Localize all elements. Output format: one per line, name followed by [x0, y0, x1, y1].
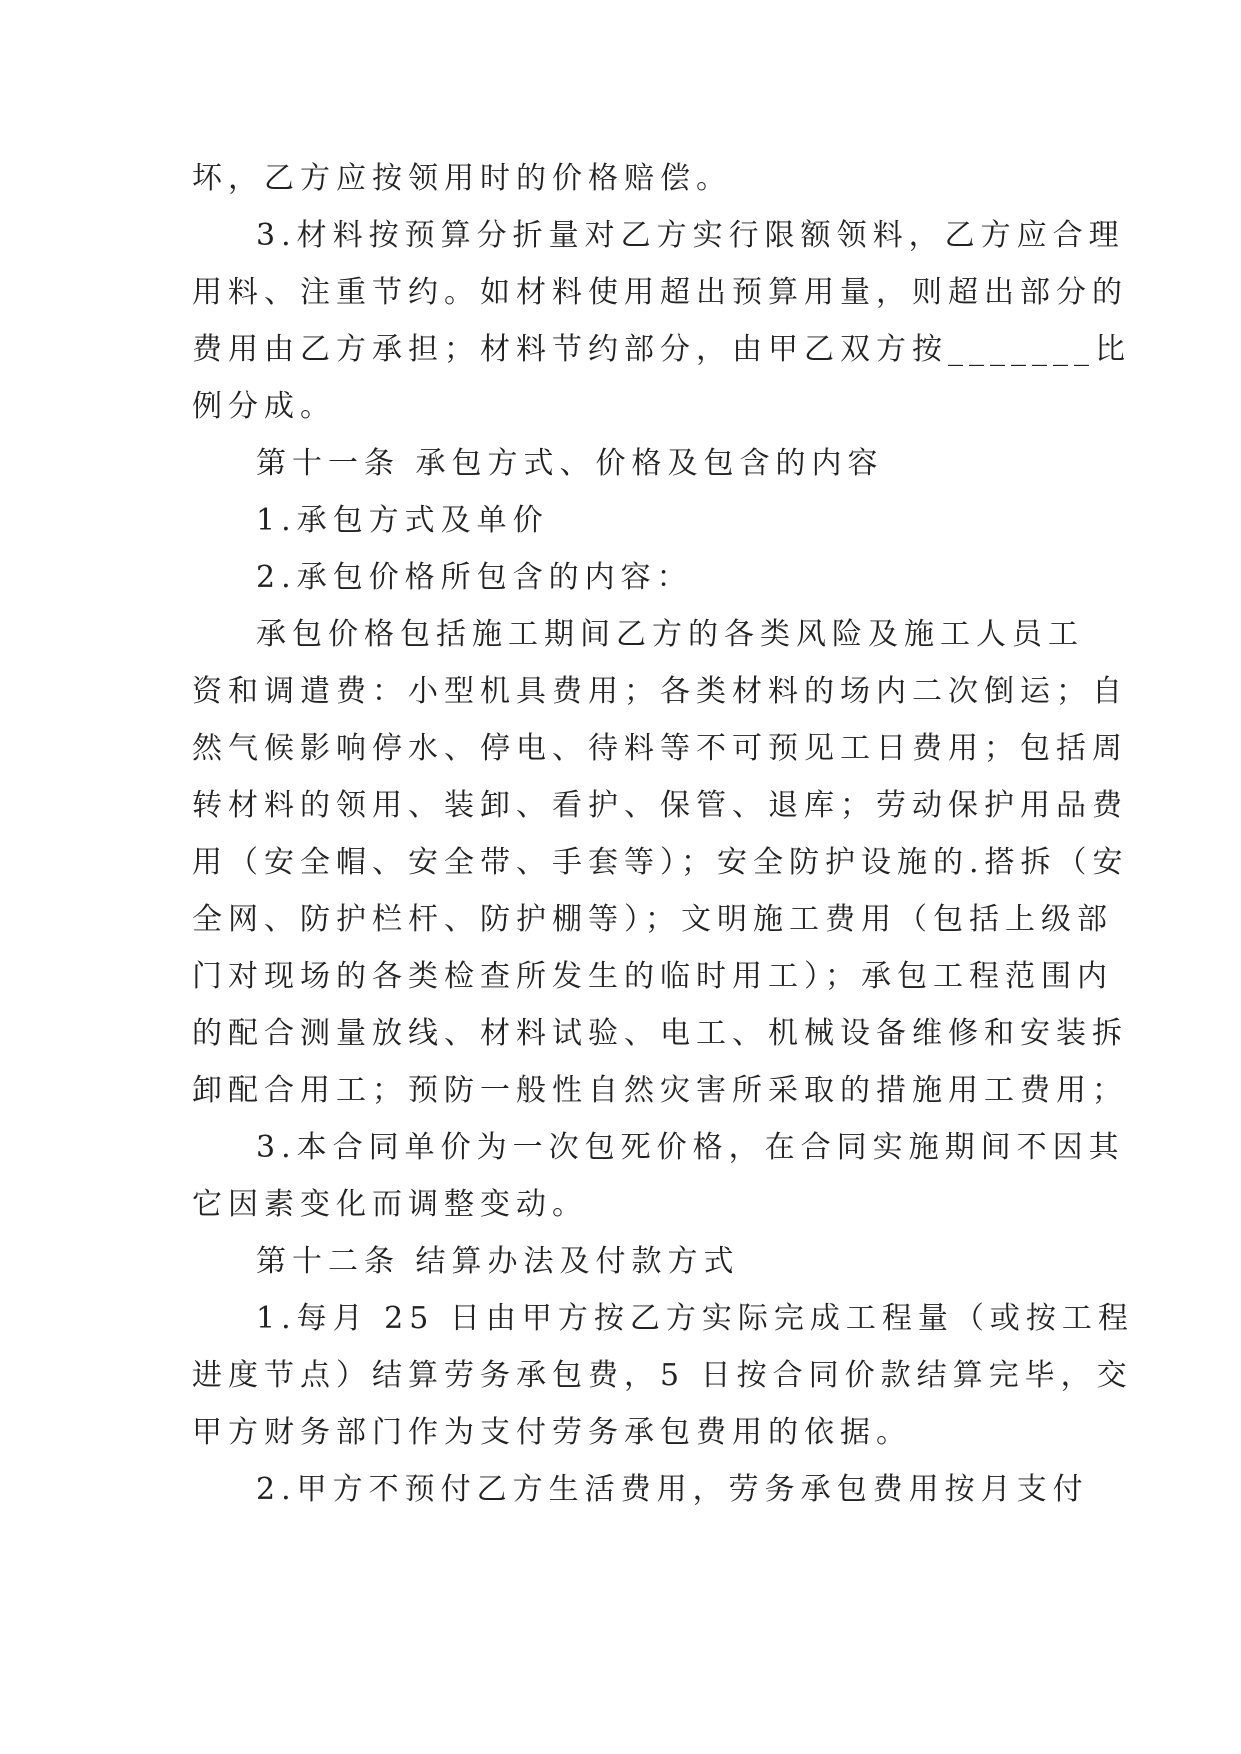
text-line: 全网、防护栏杆、防护棚等）；文明施工费用（包括上级部: [192, 902, 1113, 937]
text-line: 费用由乙方承担；材料节约部分，由甲乙双方按_______比: [192, 332, 1131, 367]
text-line: 1.承包方式及单价: [256, 503, 549, 538]
text-line: 资和调遣费：小型机具费用；各类材料的场内二次倒运；自: [192, 674, 1128, 709]
document-body: [192, 150, 1134, 1518]
text-line: 3.本合同单价为一次包死价格，在合同实施期间不因其: [256, 1130, 1125, 1165]
text-line: 进度节点）结算劳务承包费，5 日按合同价款结算完毕，交: [192, 1358, 1133, 1393]
text-line: 用（安全帽、安全带、手套等）；安全防护设施的.搭拆（安: [192, 845, 1129, 880]
text-line: 甲方财务部门作为支付劳务承包费用的依据。: [192, 1415, 912, 1450]
text-line: 1.每月 25 日由甲方按乙方实际完成工程量（或按工程: [256, 1301, 1134, 1336]
section-heading-12: 第十二条 结算办法及付款方式: [256, 1244, 740, 1279]
text-line: 门对现场的各类检查所发生的临时用工）；承包工程范围内: [192, 959, 1113, 994]
text-line: 2.承包价格所包含的内容：: [256, 560, 693, 595]
text-line: 用料、注重节约。如材料使用超出预算用量，则超出部分的: [192, 275, 1128, 310]
text-line: 转材料的领用、装卸、看护、保管、退库；劳动保护用品费: [192, 788, 1128, 823]
text-line: 卸配合用工；预防一般性自然灾害所采取的措施用工费用；: [192, 1073, 1128, 1108]
text-line: 3.材料按预算分折量对乙方实行限额领料，乙方应合理: [256, 218, 1125, 253]
section-heading-11: 第十一条 承包方式、价格及包含的内容: [256, 446, 884, 481]
text-line: 坏，乙方应按领用时的价格赔偿。: [192, 161, 732, 196]
text-line: 然气候影响停水、停电、待料等不可预见工日费用；包括周: [192, 731, 1128, 766]
text-line: 它因素变化而调整变动。: [192, 1187, 588, 1222]
text-line: 承包价格包括施工期间乙方的各类风险及施工人员工: [256, 617, 1084, 652]
text-line: 例分成。: [192, 389, 336, 424]
text-line: 的配合测量放线、材料试验、电工、机械设备维修和安装拆: [192, 1016, 1128, 1051]
text-line: 2.甲方不预付乙方生活费用，劳务承包费用按月支付: [256, 1472, 1089, 1507]
